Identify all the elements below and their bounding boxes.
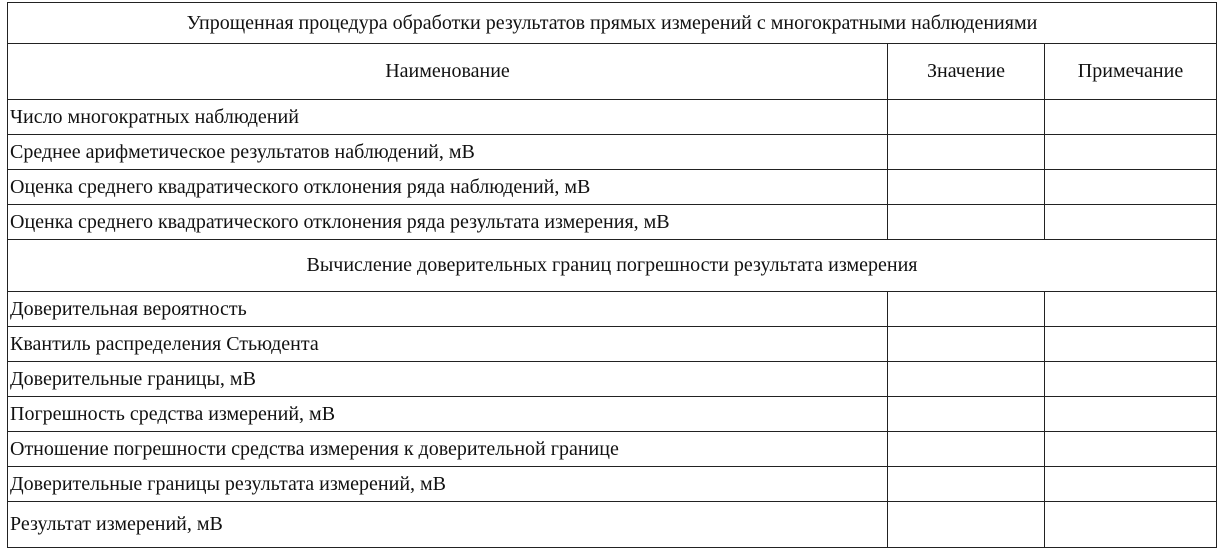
- table-row: [8, 327, 1217, 362]
- table-title: Упрощенная процедура обработки результатов прямых измерений с многократными наблюдениями: [8, 3, 1217, 44]
- value-cell: [888, 292, 1045, 327]
- note-cell: [1045, 432, 1217, 467]
- table-title-row: [8, 3, 1217, 44]
- header-name: Наименование: [8, 44, 888, 100]
- row-label: Оценка среднего квадратического отклонения ряда наблюдений, мВ: [8, 170, 888, 205]
- value-cell: [888, 362, 1045, 397]
- row-label: Доверительные границы, мВ: [8, 362, 888, 397]
- table-row: [8, 432, 1217, 467]
- section-title-row: [8, 240, 1217, 292]
- section-title: Вычисление доверительных границ погрешности результата измерения: [8, 240, 1217, 292]
- note-cell: [1045, 327, 1217, 362]
- note-cell: [1045, 135, 1217, 170]
- value-cell: [888, 467, 1045, 502]
- table-row: [8, 205, 1217, 240]
- table-row: [8, 100, 1217, 135]
- row-label: Квантиль распределения Стьюдента: [8, 327, 888, 362]
- value-cell: [888, 397, 1045, 432]
- table-row: [8, 170, 1217, 205]
- value-cell: [888, 432, 1045, 467]
- value-cell: [888, 135, 1045, 170]
- header-value: Значение: [888, 44, 1045, 100]
- note-cell: [1045, 170, 1217, 205]
- row-label: Доверительная вероятность: [8, 292, 888, 327]
- header-note: Примечание: [1045, 44, 1217, 100]
- row-label: Число многократных наблюдений: [8, 100, 888, 135]
- row-label: Среднее арифметическое результатов наблюдений, мВ: [8, 135, 888, 170]
- value-cell: [888, 205, 1045, 240]
- row-label: Отношение погрешности средства измерения к доверительной границе: [8, 432, 888, 467]
- value-cell: [888, 327, 1045, 362]
- table-row: [8, 467, 1217, 502]
- table-row: [8, 135, 1217, 170]
- table-header-row: [8, 44, 1217, 100]
- table-row: [8, 362, 1217, 397]
- note-cell: [1045, 397, 1217, 432]
- row-label: Погрешность средства измерений, мВ: [8, 397, 888, 432]
- row-label: Результат измерений, мВ: [8, 502, 888, 548]
- note-cell: [1045, 205, 1217, 240]
- note-cell: [1045, 467, 1217, 502]
- table-row: [8, 397, 1217, 432]
- value-cell: [888, 170, 1045, 205]
- row-label: Оценка среднего квадратического отклонения ряда результата измерения, мВ: [8, 205, 888, 240]
- table-row: [8, 292, 1217, 327]
- note-cell: [1045, 362, 1217, 397]
- measurement-procedure-table: [7, 2, 1217, 548]
- value-cell: [888, 100, 1045, 135]
- note-cell: [1045, 100, 1217, 135]
- row-label: Доверительные границы результата измерений, мВ: [8, 467, 888, 502]
- note-cell: [1045, 292, 1217, 327]
